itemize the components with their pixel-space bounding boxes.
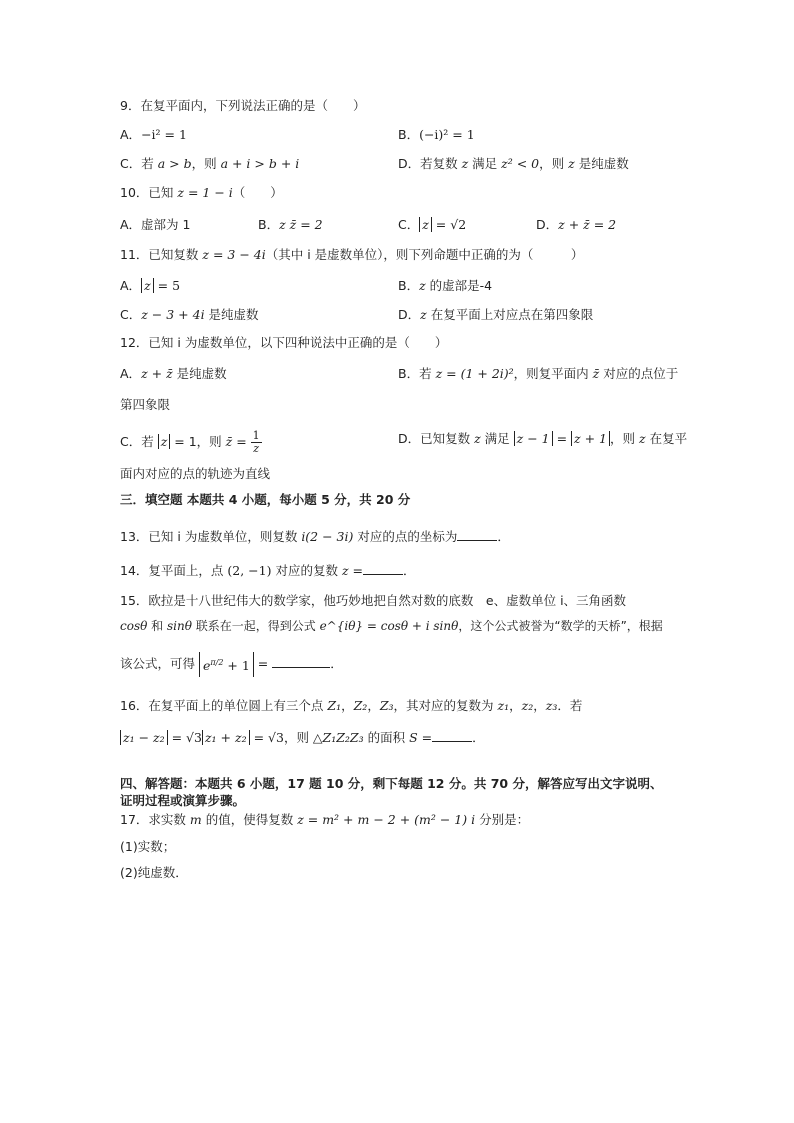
- math-expr: z = m² + m − 2 + (m² − 1) i: [297, 812, 476, 827]
- option-label: C．若: [120, 156, 158, 171]
- numerator: 1: [252, 429, 260, 442]
- math-expr: Z₁: [327, 698, 342, 713]
- q17-stem: [120, 811, 529, 829]
- math-expr: = √2: [431, 217, 467, 232]
- option-label: C．若: [120, 434, 158, 449]
- math-expr: z =: [341, 563, 363, 578]
- text: ．: [497, 529, 510, 544]
- section-3-heading: 三．填空题 本题共 4 小题，每小题 5 分，共 20 分: [120, 492, 411, 507]
- text: = 1，则: [170, 434, 226, 449]
- text: ．若: [557, 698, 583, 713]
- math-expr: z₂: [521, 698, 534, 713]
- q17-part1: (1)实数；: [120, 839, 176, 854]
- math-expr: + 1: [223, 658, 250, 674]
- option-label: A．: [120, 127, 142, 142]
- text: 是纯虚数: [172, 366, 227, 381]
- math-expr: z + z̄ = 2: [558, 217, 617, 232]
- math-expr: z: [141, 278, 154, 293]
- q15-line1: 15．欧拉是十八世纪伟大的数学家，他巧妙地把自然对数的底数 e、虚数单位 i、三角函数: [120, 593, 627, 608]
- math-expr: m: [189, 812, 202, 827]
- q15-line2: [120, 617, 663, 635]
- q12-option-a: [120, 365, 227, 383]
- math-expr: = √3: [249, 730, 284, 745]
- text: （ ）: [232, 185, 283, 200]
- math-expr: z₁: [497, 698, 510, 713]
- text: 的值，使得复数: [201, 812, 298, 827]
- math-expr: (2, −1): [227, 563, 272, 578]
- option-label: B．若: [398, 366, 436, 381]
- option-label: A．: [120, 278, 142, 293]
- math-expr: z̄: [225, 434, 233, 449]
- text: 对应的点的坐标为: [353, 529, 458, 544]
- math-expr: z̄: [592, 366, 600, 381]
- text: ．: [330, 656, 343, 672]
- text: （其中 i 是虚数单位），则下列命题中正确的为（ ）: [265, 247, 584, 262]
- q10-option-a: A．虚部为 1: [120, 217, 191, 232]
- text: 对应的复数: [271, 563, 342, 578]
- option-label: D．已知复数: [398, 431, 475, 446]
- math-expr: = 5: [153, 278, 181, 293]
- text: ．: [472, 730, 485, 745]
- q9-option-d: [398, 155, 629, 173]
- math-expr: = √3: [167, 730, 202, 745]
- euler-formula: e^{iθ} = cosθ + i sinθ: [319, 619, 459, 633]
- text: 10．已知: [120, 185, 178, 200]
- q10-option-d: [536, 216, 616, 234]
- text: ，: [367, 698, 380, 713]
- math-expr: z: [158, 434, 171, 449]
- text: 满足: [468, 156, 502, 171]
- math-expr: z + 1: [571, 431, 610, 446]
- math-expr: z − 1: [514, 431, 553, 446]
- math-expr: e: [202, 658, 211, 674]
- text: 13．已知 i 为虚数单位，则复数: [120, 529, 302, 544]
- q12-stem: 12．已知 i 为虚数单位，以下四种说法中正确的是（ ）: [120, 335, 448, 350]
- math-expr: z² < 0: [501, 156, 540, 171]
- text: ，这个公式被誉为“数学的天桥”，根据: [458, 619, 663, 633]
- math-expr: z + z̄: [141, 366, 173, 381]
- abs-expr: [199, 652, 254, 677]
- text: ，则: [539, 156, 569, 171]
- text: 11．已知复数: [120, 247, 203, 262]
- option-label: C．: [120, 307, 142, 322]
- q10-option-c: [398, 216, 466, 234]
- text: 该公式，可得: [120, 656, 199, 672]
- answer-blank: [457, 528, 497, 541]
- text: 和: [147, 619, 167, 633]
- math-expr: S =: [409, 730, 433, 745]
- q13: [120, 528, 510, 546]
- math-expr: sinθ: [166, 619, 192, 633]
- section-4-heading-line2: 证明过程或演算步骤。: [120, 793, 246, 808]
- math-expr: z: [420, 307, 427, 322]
- math-expr: z: [568, 156, 575, 171]
- math-expr: i(2 − 3i): [301, 529, 354, 544]
- q12-option-c: [120, 430, 262, 455]
- text: 14．复平面上，点: [120, 563, 228, 578]
- answer-blank: [272, 655, 330, 668]
- q12-option-d-cont: 面内对应的点的轨迹为直线: [120, 466, 271, 481]
- math-expr: −i² = 1: [141, 127, 187, 142]
- option-label: B．: [258, 217, 280, 232]
- q17-part2: (2)纯虚数．: [120, 865, 188, 880]
- math-expr: =: [552, 431, 572, 446]
- option-label: A．: [120, 366, 142, 381]
- q12-option-b-cont: 第四象限: [120, 397, 171, 412]
- math-expr: Z₂: [353, 698, 368, 713]
- text: 16．在复平面上的单位圆上有三个点: [120, 698, 328, 713]
- math-expr: z = (1 + 2i)²: [435, 366, 514, 381]
- math-expr: Z₃: [379, 698, 394, 713]
- text: 是纯虚数: [204, 307, 259, 322]
- q11-option-a: [120, 277, 180, 295]
- text: 在复平面上对应点在第四象限: [426, 307, 594, 322]
- math-expr: z z̄ = 2: [279, 217, 323, 232]
- q11-stem: [120, 246, 583, 264]
- q11-option-d: [398, 306, 593, 324]
- math-expr: z = 1 − i: [177, 185, 233, 200]
- q14: [120, 562, 416, 580]
- q10-option-b: [258, 216, 323, 234]
- q9-option-b: [398, 126, 475, 144]
- math-expr: z = 3 − 4i: [202, 247, 266, 262]
- q9-option-a: [120, 126, 187, 144]
- math-expr: a + i > b + i: [220, 156, 300, 171]
- q9-stem: 9．在复平面内，下列说法正确的是（ ）: [120, 98, 366, 113]
- section-4-heading-line1: 四、解答题：本题共 6 小题，17 题 10 分，剩下每题 12 分。共 70 分，解答应写出文字说明、: [120, 776, 663, 791]
- text: 的面积: [363, 730, 410, 745]
- answer-blank: [363, 562, 403, 575]
- text: ，: [341, 698, 354, 713]
- text: ，则: [283, 730, 313, 745]
- text: ，则: [191, 156, 221, 171]
- q12-option-d: [398, 430, 687, 448]
- math-expr: (−i)² = 1: [419, 127, 475, 142]
- math-expr: z: [419, 278, 426, 293]
- option-label: D．: [398, 307, 421, 322]
- math-expr: z₃: [545, 698, 558, 713]
- option-label: B．: [398, 127, 420, 142]
- q10-stem: [120, 184, 283, 202]
- option-label: D．: [536, 217, 559, 232]
- text: ，则复平面内: [513, 366, 593, 381]
- math-expr: z: [474, 431, 481, 446]
- math-expr: z − 3 + 4i: [141, 307, 205, 322]
- math-expr: z₁ + z₂: [202, 730, 250, 745]
- math-expr: a > b: [157, 156, 192, 171]
- q11-option-c: [120, 306, 259, 324]
- q16-line2: [120, 729, 485, 747]
- math-expr: z: [639, 431, 646, 446]
- text: ．: [402, 563, 416, 578]
- text: 在复平: [645, 431, 688, 446]
- denominator: z: [253, 442, 260, 455]
- q12-option-b: [398, 365, 678, 383]
- math-expr: cosθ: [120, 619, 148, 633]
- option-label: D．若复数: [398, 156, 462, 171]
- option-label: B．: [398, 278, 420, 293]
- answer-blank: [432, 729, 472, 742]
- math-expr: z: [419, 217, 432, 232]
- text: 的虚部是-4: [425, 278, 493, 293]
- option-label: C．: [398, 217, 420, 232]
- q16-line1: 16．在复平面上的单位圆上有三个点 Z₁，Z₂，Z₃，其对应的复数为 z₁，z₂，z₃．若: [120, 698, 583, 713]
- text: 联系在一起，得到公式: [191, 619, 320, 633]
- text: ，其对应的复数为: [393, 698, 498, 713]
- q15-line3: [120, 652, 343, 677]
- q9-option-c: [120, 155, 299, 173]
- q11-option-b: [398, 277, 492, 295]
- math-expr: =: [253, 656, 273, 672]
- math-expr: =: [232, 434, 251, 449]
- text: 是纯虚数: [574, 156, 629, 171]
- math-expr: z: [461, 156, 469, 171]
- exponent: π/2: [210, 658, 224, 667]
- text: 分别是：: [475, 812, 530, 827]
- text: 满足: [480, 431, 514, 446]
- math-expr: △Z₁Z₂Z₃: [312, 730, 364, 745]
- text: ，则: [610, 431, 639, 446]
- text: 对应的点位于: [599, 366, 679, 381]
- text: 17．求实数: [120, 812, 190, 827]
- math-expr: z₁ − z₂: [120, 730, 168, 745]
- fraction: [251, 430, 262, 455]
